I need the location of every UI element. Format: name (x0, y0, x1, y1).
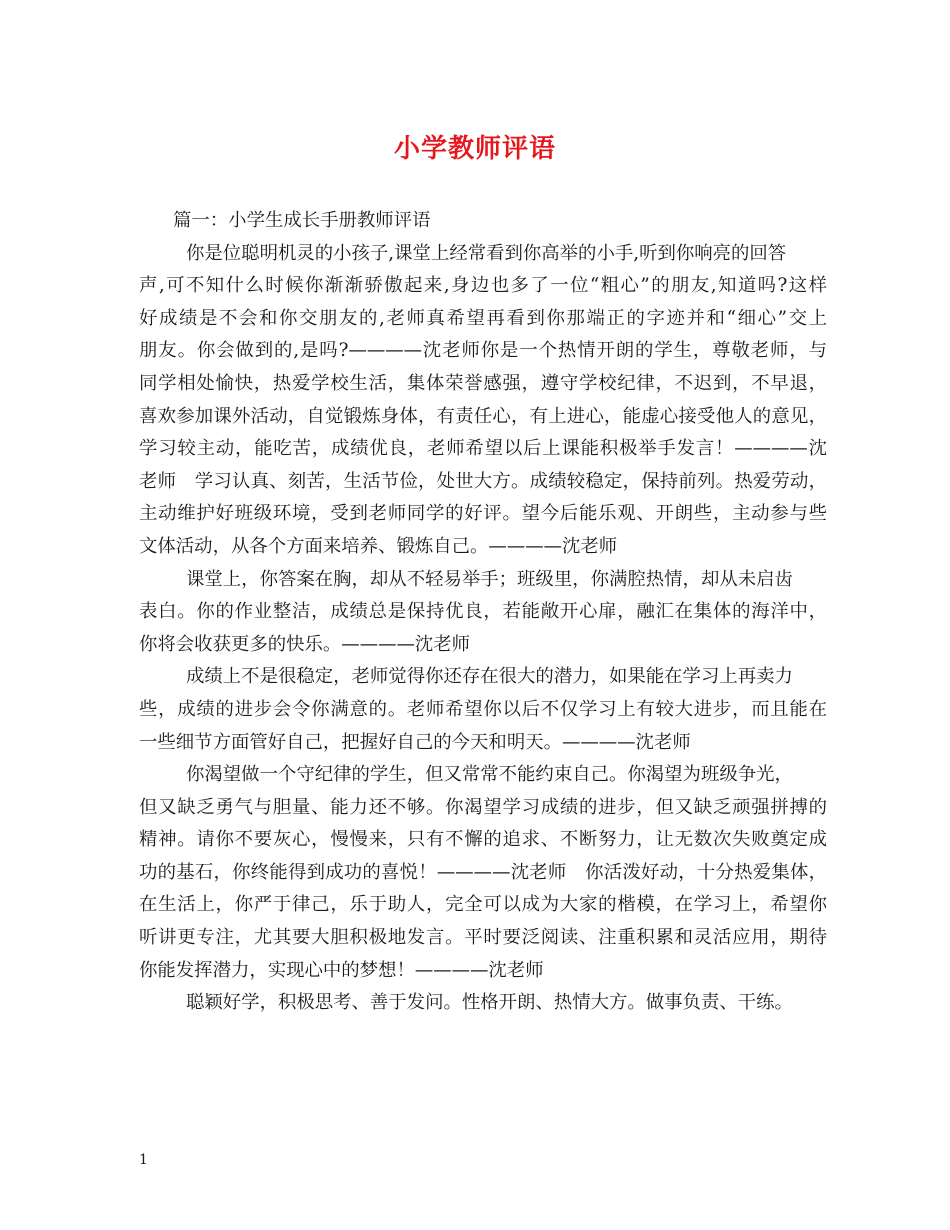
text-line: 你是位聪明机灵的小孩子,课堂上经常看到你高举的小手,听到你响亮的回答 (186, 242, 787, 264)
text-line: 学习较主动，能吃苦，成绩优良，老师希望以后上课能积极举手发言！————沈 (139, 438, 827, 460)
text-line: 表白。你的作业整洁，成绩总是保持优良，若能敞开心扉，融汇在集体的海洋中， (139, 601, 827, 623)
text-line: 篇一：小学生成长手册教师评语 (173, 210, 431, 231)
text-line: 聪颖好学，积极思考、善于发问。性格开朗、热情大方。做事负责、干练。 (186, 992, 793, 1014)
text-line: 老师 学习认真、刻苦，生活节俭，处世大方。成绩较稳定，保持前列。热爱劳动， (139, 470, 827, 492)
text-line: 你将会收获更多的快乐。————沈老师 (139, 633, 471, 655)
text-line: 文体活动，从各个方面来培养、锻炼自己。————沈老师 (139, 535, 618, 557)
text-line: 一些细节方面管好自己，把握好自己的今天和明天。————沈老师 (139, 731, 691, 753)
text-line: 但又缺乏勇气与胆量、能力还不够。你渴望学习成绩的进步，但又缺乏顽强拼搏的 (139, 796, 827, 818)
text-line: 听讲更专注，尤其要大胆积极地发言。平时要泛阅读、注重积累和灵活应用，期待 (139, 927, 827, 949)
text-line: 成绩上不是很稳定，老师觉得你还存在很大的潜力，如果能在学习上再卖力 (186, 666, 793, 688)
text-line: 精神。请你不要灰心，慢慢来，只有不懈的追求、不断努力，让无数次失败奠定成 (139, 829, 827, 851)
text-line: 喜欢参加课外活动，自觉锻炼身体，有责任心，有上进心，能虚心接受他人的意见， (139, 405, 827, 427)
document-body (139, 205, 827, 1020)
text-line: 你能发挥潜力，实现心中的梦想！————沈老师 (139, 959, 544, 981)
text-line: 好成绩是不会和你交朋友的,老师真希望再看到你那端正的字迹并和“细心”交上 (139, 307, 827, 329)
text-line: 在生活上，你严于律己，乐于助人，完全可以成为大家的楷模，在学习上，希望你 (139, 894, 827, 916)
page-number: 1 (139, 1152, 148, 1168)
text-line: 同学相处愉快，热爱学校生活，集体荣誉感强，遵守学校纪律，不迟到，不早退， (139, 372, 827, 394)
text-line: 些，成绩的进步会令你满意的。老师希望你以后不仅学习上有较大进步，而且能在 (139, 698, 827, 720)
document-title: 小学教师评语 (393, 134, 556, 164)
text-line: 功的基石，你终能得到成功的喜悦！————沈老师 你活泼好动，十分热爱集体， (139, 861, 827, 883)
text-line: 朋友。你会做到的,是吗?————沈老师你是一个热情开朗的学生，尊敬老师，与 (139, 340, 827, 362)
text-line: 课堂上，你答案在胸，却从不轻易举手；班级里，你满腔热情，却从未启齿 (186, 568, 793, 590)
text-line: 你渴望做一个守纪律的学生，但又常常不能约束自己。你渴望为班级争光， (186, 764, 793, 786)
text-line: 主动维护好班级环境，受到老师同学的好评。望今后能乐观、开朗些，主动参与些 (139, 503, 827, 525)
text-line: 声,可不知什么时候你渐渐骄傲起来,身边也多了一位“粗心”的朋友,知道吗?这样 (139, 275, 827, 297)
